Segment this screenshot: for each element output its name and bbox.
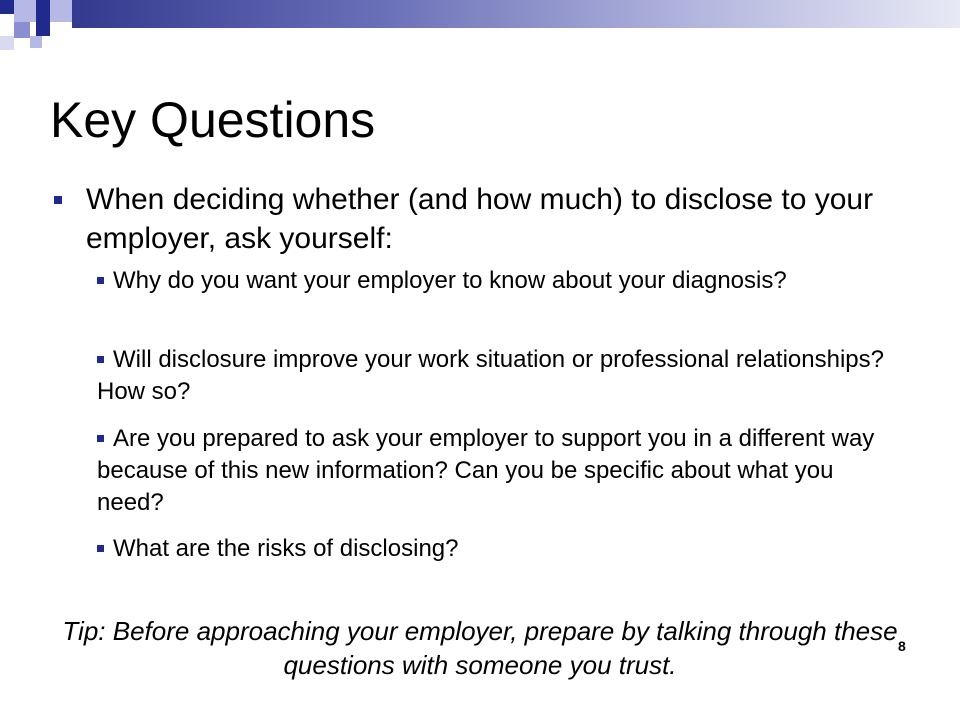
page-number: 8 bbox=[898, 638, 906, 654]
main-bullet-text: When deciding whether (and how much) to disclose to your employer, ask yourself: bbox=[86, 183, 874, 255]
square-bullet-icon bbox=[97, 277, 104, 284]
sub-bullet bbox=[97, 533, 897, 565]
sub-bullet bbox=[97, 265, 897, 297]
main-bullet bbox=[50, 180, 910, 258]
decorative-square bbox=[36, 0, 50, 36]
sub-bullet bbox=[97, 423, 897, 519]
square-bullet-icon bbox=[54, 196, 62, 204]
square-bullet-icon bbox=[97, 545, 104, 552]
sub-bullet-text: What are the risks of disclosing? bbox=[113, 535, 459, 562]
sub-bullet-text: Will disclosure improve your work situation or professional relationships? How so? bbox=[97, 346, 884, 405]
header-gradient-bar bbox=[72, 0, 960, 28]
sub-bullet-text: Are you prepared to ask your employer to support you in a different way because of this new information? Can you be specific about what you need? bbox=[97, 425, 875, 516]
square-bullet-icon bbox=[97, 435, 104, 442]
decorative-square bbox=[0, 36, 14, 50]
decorative-square bbox=[50, 0, 72, 22]
decorative-square bbox=[14, 22, 30, 38]
decorative-square bbox=[30, 36, 42, 48]
tip-text: Tip: Before approaching your employer, prepare by talking through these questions with someone you trust. bbox=[62, 616, 898, 680]
sub-bullet bbox=[97, 344, 897, 408]
decorative-square bbox=[0, 0, 14, 14]
decorative-square bbox=[14, 0, 36, 22]
slide-title: Key Questions bbox=[50, 92, 376, 148]
square-bullet-icon bbox=[97, 356, 104, 363]
sub-bullet-text: Why do you want your employer to know about your diagnosis? bbox=[113, 267, 787, 294]
